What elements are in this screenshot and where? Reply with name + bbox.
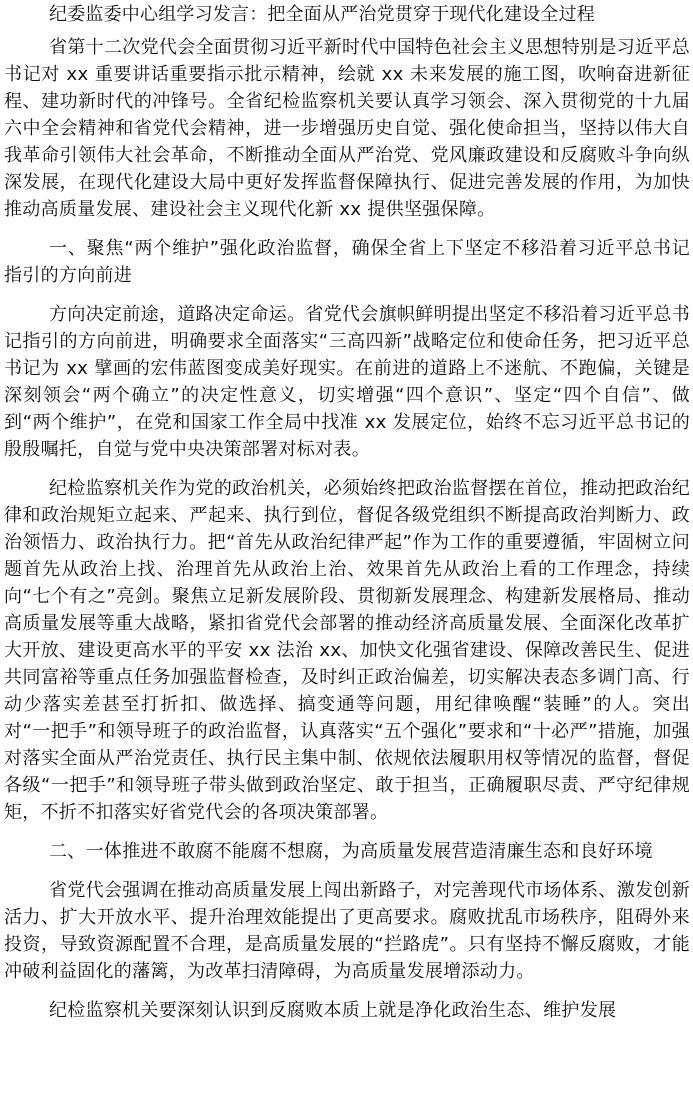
- section-2-paragraph-1: 省党代会强调在推动高质量发展上闯出新路子，对完善现代市场体系、激发创新活力、扩大开放水平、提升治理效能提出了更高要求。腐败扰乱市场秩序，阻碍外来投资，导致资源配置不合理，是高质量发展的“拦路虎”。只有坚持不懈反腐败，才能冲破利益固化的藩篱，为改革扫清障碍，为高质量发展增添动力。: [4, 880, 690, 982]
- document-page: [4, 0, 690, 1024]
- spacer: [4, 985, 690, 997]
- document-title: 纪委监委中心组学习发言：把全面从严治党贯穿于现代化建设全过程: [49, 4, 595, 25]
- intro-paragraph: 省第十二次党代会全面贯彻习近平新时代中国特色社会主义思想特别是习近平总书记对 xx 重要讲话重要指示批示精神，绘就 xx 未来发展的施工图，吹响奋进新征程、建功新时代的冲锋号。全省纪检监察机关要认真学习领会、深入贯彻党的十九届六中全会精神和省党代会精神，进一步增强历史自觉、强化使命担当，坚持以伟大自我革命引领伟大社会革命，不断推动全面从严治党、党风廉政建设和反腐败斗争向纵深发展，在现代化建设大局中更好发挥监督保障执行、促进完善发展的作用，为加快推动高质量发展、建设社会主义现代化新 xx 提供坚强保障。: [4, 37, 690, 220]
- spacer: [4, 463, 690, 475]
- spacer: [4, 865, 690, 877]
- spacer: [4, 826, 690, 838]
- section-1-paragraph-1: 方向决定前途，道路决定命运。省党代会旗帜鲜明提出坚定不移沿着习近平总书记指引的方向前进，明确要求全面落实“三高四新”战略定位和使命任务，把习近平总书记为 xx 擘画的宏伟蓝图变成美好现实。在前进的道路上不迷航、不跑偏，关键是深刻领会“两个确立”的决定性意义，切实增强“四个意识”、坚定“四个自信”、做到“两个维护”，在党和国家工作全局中找准 xx 发展定位，始终不忘习近平总书记的殷殷嘱托，自觉与党中央决策部署对标对表。: [4, 304, 690, 460]
- section-2-heading: 二、一体推进不敢腐不能腐不想腐，为高质量发展营造清廉生态和良好环境: [49, 841, 653, 862]
- spacer: [4, 223, 690, 235]
- section-1-heading: 一、聚焦“两个维护”强化政治监督，确保全省上下坚定不移沿着习近平总书记指引的方向前进: [4, 238, 690, 286]
- section-2-paragraph-2: 纪检监察机关要深刻认识到反腐败本质上就是净化政治生态、维护发展: [49, 1000, 617, 1021]
- spacer: [4, 289, 690, 301]
- section-1-paragraph-2: 纪检监察机关作为党的政治机关，必须始终把政治监督摆在首位，推动把政治纪律和政治规矩立起来、严起来、执行到位，督促各级党组织不断提高政治判断力、政治领悟力、政治执行力。把“首先从政治纪律严起”作为工作的重要遵循，牢固树立问题首先从政治上找、治理首先从政治上治、效果首先从政治上看的工作理念，持续向“七个有之”亮剑。聚焦立足新发展阶段、贯彻新发展理念、构建新发展格局、推动高质量发展等重大战略，紧扣省党代会部署的推动经济高质量发展、全面深化改革扩大开放、建设更高水平的平安 xx 法治 xx、加快文化强省建设、保障改善民生、促进共同富裕等重点任务加强监督检查，及时纠正政治偏差，切实解决表态多调门高、行动少落实差甚至打折扣、做选择、搞变通等问题，用纪律唤醒“装睡”的人。突出对“一把手”和领导班子的政治监督，认真落实“五个强化”要求和“十必严”措施，加强对落实全面从严治党责任、执行民主集中制、依规依法履职用权等情况的监督，督促各级“一把手”和领导班子带头做到政治坚定、敢于担当，正确履职尽责、严守纪律规矩，不折不扣落实好省党代会的各项决策部署。: [4, 478, 690, 823]
